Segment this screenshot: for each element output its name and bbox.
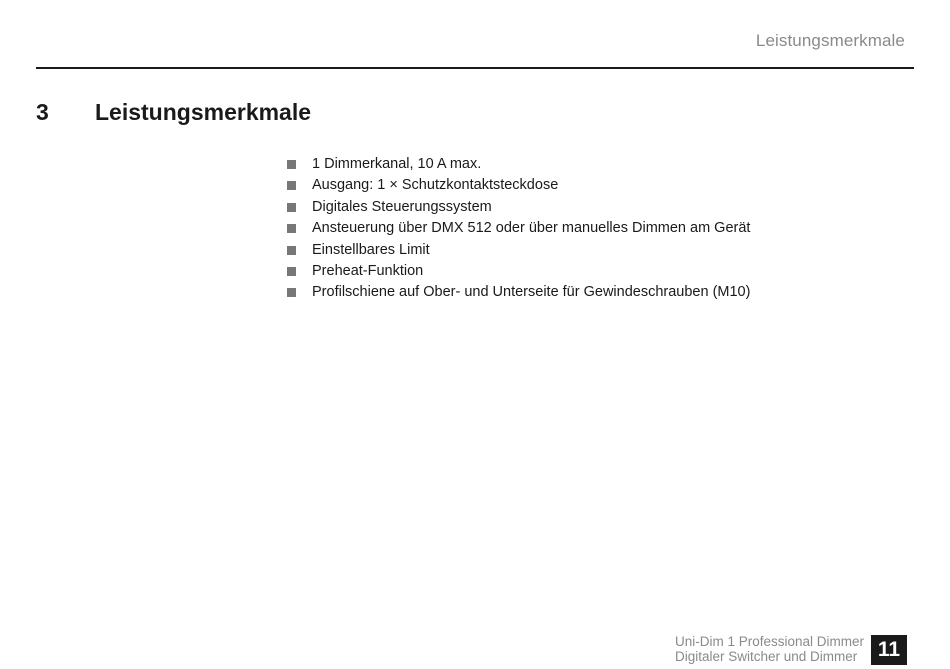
square-bullet-icon — [287, 203, 296, 212]
chapter-title: Leistungsmerkmale — [95, 99, 312, 125]
list-item — [285, 175, 750, 196]
list-item-text: Digitales Steuerungssystem — [312, 198, 492, 215]
square-bullet-icon — [287, 267, 296, 276]
running-header: Leistungsmerkmale — [755, 31, 905, 50]
square-bullet-icon — [287, 246, 296, 255]
list-item-text: Profilschiene auf Ober- und Unterseite für Gewindeschrauben (M10) — [312, 284, 751, 301]
list-item — [285, 197, 750, 218]
list-item — [285, 218, 750, 239]
square-bullet-icon — [287, 160, 296, 169]
list-item — [285, 240, 750, 261]
square-bullet-icon — [287, 288, 296, 297]
footer-product-subtitle: Digitaler Switcher und Dimmer — [674, 649, 858, 664]
chapter-number: 3 — [36, 99, 49, 125]
list-item — [285, 154, 750, 175]
chapter-heading — [36, 99, 311, 126]
list-item — [285, 261, 750, 282]
list-item-text: 1 Dimmerkanal, 10 A max. — [312, 156, 482, 172]
list-item-text: Preheat-Funktion — [312, 263, 424, 280]
page-number: 11 — [871, 635, 907, 665]
feature-list — [285, 154, 750, 304]
square-bullet-icon — [287, 224, 296, 233]
list-item — [285, 282, 750, 303]
list-item-text: Einstellbares Limit — [312, 241, 430, 258]
footer-product-info — [675, 634, 864, 664]
list-item-text: Ausgang: 1 × Schutzkontaktsteckdose — [312, 177, 559, 194]
header-rule — [36, 67, 914, 69]
footer-product-name: Uni-Dim 1 Professional Dimmer — [674, 634, 864, 649]
square-bullet-icon — [287, 181, 296, 190]
list-item-text: Ansteuerung über DMX 512 oder über manuelles Dimmen am Gerät — [312, 220, 751, 237]
